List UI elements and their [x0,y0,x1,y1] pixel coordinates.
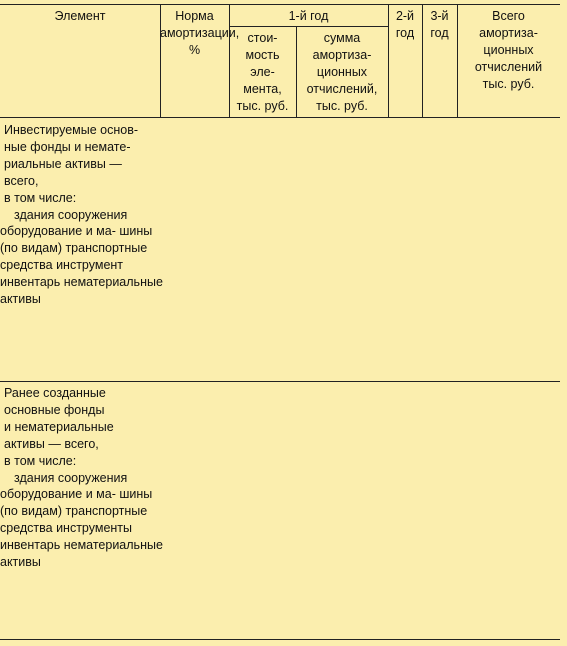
section-existing [0,385,170,571]
header-year2: 2-й год [395,9,415,40]
section-items: здания сооружения оборудование и ма- шины (по видам) транспортные средства инструменты инвентарь нематериальные активы [0,470,163,570]
header-total: Всего амортиза- ционных отчислений тыс. руб. [474,9,543,91]
section-divider [0,381,560,382]
header-year1-cost: стои- мость эле- мента, тыс. руб. [236,31,289,113]
header-year3: 3-й год [430,9,449,40]
table-top-border [0,4,560,5]
section-invested [0,122,170,308]
year1-divider [229,26,388,27]
header-year1: 1-й год [288,9,329,23]
section-items: здания сооружения оборудование и ма- шины (по видам) транспортные средства инструмент инвентарь нематериальные активы [0,207,163,307]
header-norm: Норма амортизации, % [160,9,240,57]
header-element: Элемент [54,9,106,23]
table-bottom-border [0,639,560,640]
section-heading: Инвестируемые основ- ные фонды и немате- риальные активы — всего, в том числе: [4,123,139,205]
section-heading: Ранее созданные основные фонды и нематериальные активы — всего, в том числе: [4,386,114,468]
header-year1-sum: сумма амортиза- ционных отчислений, тыс. руб. [306,31,378,113]
header-bottom-border [0,117,560,118]
